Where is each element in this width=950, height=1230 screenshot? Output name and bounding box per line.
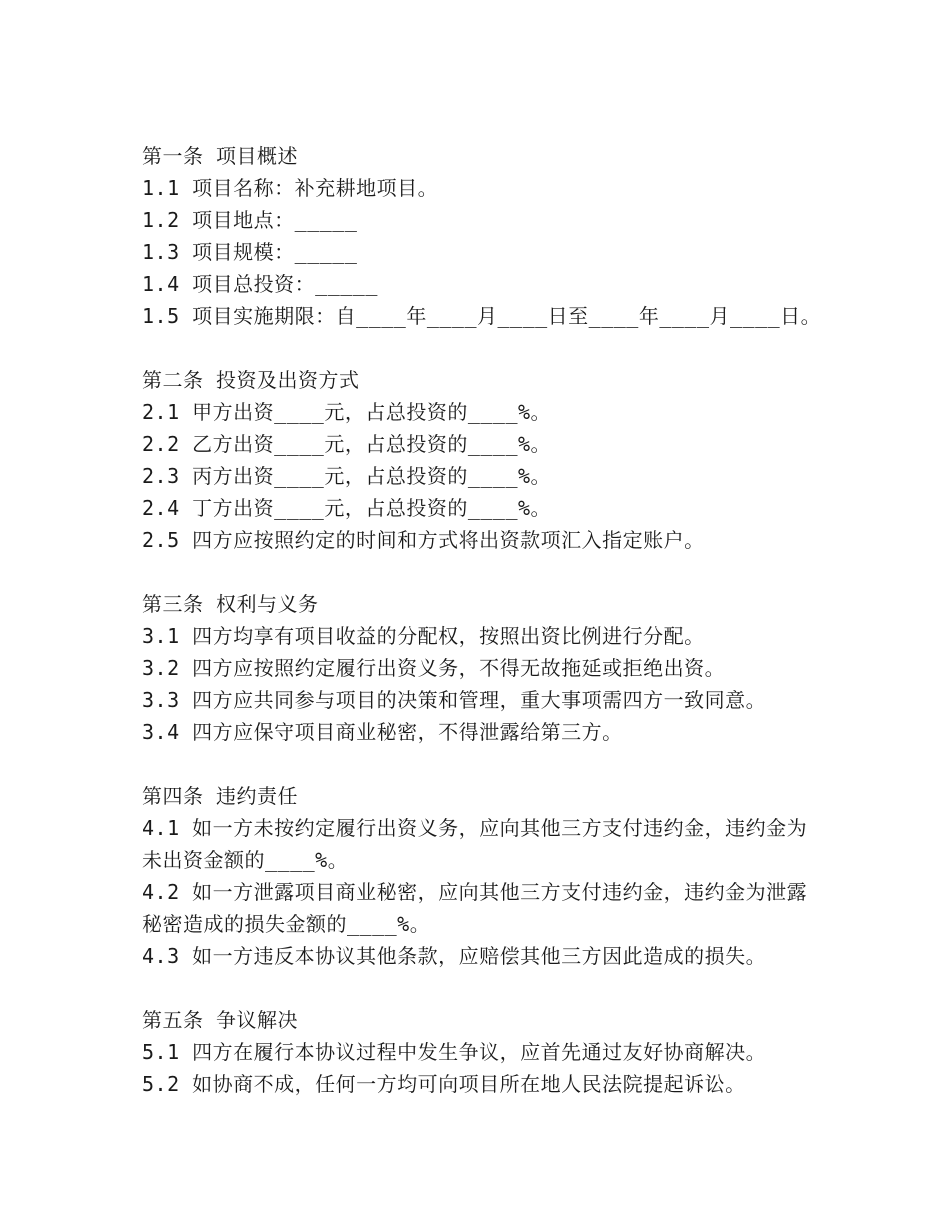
section-2 bbox=[142, 364, 822, 556]
section-heading: 第三条 权利与义务 bbox=[142, 592, 319, 616]
clause-2-5: 2.5 四方应按照约定的时间和方式将出资款项汇入指定账户。 bbox=[142, 528, 705, 552]
section-4 bbox=[142, 780, 822, 972]
clause-4-3: 4.3 如一方违反本协议其他条款，应赔偿其他三方因此造成的损失。 bbox=[142, 944, 767, 968]
clause-1-2: 1.2 项目地点：_____ bbox=[142, 208, 358, 232]
clause-2-3: 2.3 丙方出资____元，占总投资的____%。 bbox=[142, 464, 552, 488]
clause-4-2: 4.2 如一方泄露项目商业秘密，应向其他三方支付违约金，违约金为泄露秘密造成的损失金额的____%。 bbox=[142, 880, 808, 936]
clause-1-4: 1.4 项目总投资：_____ bbox=[142, 272, 378, 296]
section-heading: 第一条 项目概述 bbox=[142, 144, 299, 168]
clause-1-1: 1.1 项目名称：补充耕地项目。 bbox=[142, 176, 439, 200]
clause-2-1: 2.1 甲方出资____元，占总投资的____%。 bbox=[142, 400, 552, 424]
clause-5-1: 5.1 四方在履行本协议过程中发生争议，应首先通过友好协商解决。 bbox=[142, 1040, 767, 1064]
clause-2-2: 2.2 乙方出资____元，占总投资的____%。 bbox=[142, 432, 552, 456]
clause-3-4: 3.4 四方应保守项目商业秘密，不得泄露给第三方。 bbox=[142, 720, 623, 744]
section-heading: 第五条 争议解决 bbox=[142, 1008, 299, 1032]
section-5 bbox=[142, 1004, 822, 1100]
clause-5-2: 5.2 如协商不成，任何一方均可向项目所在地人民法院提起诉讼。 bbox=[142, 1072, 746, 1096]
clause-3-3: 3.3 四方应共同参与项目的决策和管理，重大事项需四方一致同意。 bbox=[142, 688, 767, 712]
clause-2-4: 2.4 丁方出资____元，占总投资的____%。 bbox=[142, 496, 552, 520]
clause-3-1: 3.1 四方均享有项目收益的分配权，按照出资比例进行分配。 bbox=[142, 624, 705, 648]
clause-3-2: 3.2 四方应按照约定履行出资义务，不得无故拖延或拒绝出资。 bbox=[142, 656, 726, 680]
section-3 bbox=[142, 588, 822, 748]
clause-1-3: 1.3 项目规模：_____ bbox=[142, 240, 358, 264]
clause-4-1: 4.1 如一方未按约定履行出资义务，应向其他三方支付违约金，违约金为未出资金额的____%。 bbox=[142, 816, 808, 872]
section-heading: 第四条 违约责任 bbox=[142, 784, 299, 808]
clause-1-5: 1.5 项目实施期限：自____年____月____日至____年____月____日。 bbox=[142, 304, 822, 328]
section-heading: 第二条 投资及出资方式 bbox=[142, 368, 360, 392]
document-body bbox=[142, 140, 822, 1132]
section-1 bbox=[142, 140, 822, 332]
